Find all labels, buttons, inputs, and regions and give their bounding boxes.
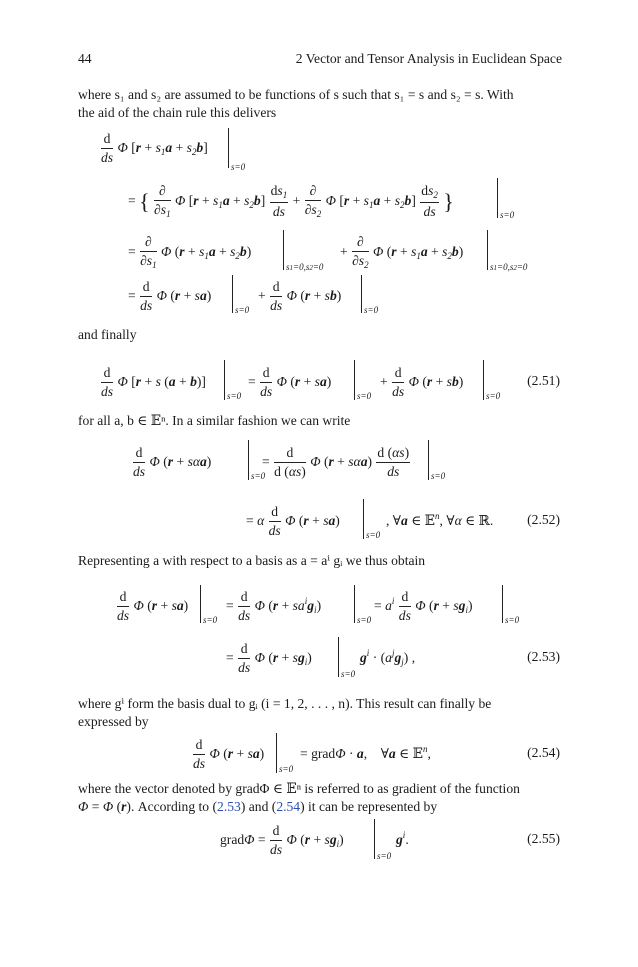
paragraph-3: for all a, b ∈ 𝔼ⁿ. In a similar fashion we can write	[78, 413, 351, 428]
equation-number: (2.51)	[527, 373, 560, 388]
paragraph-5: where gⁱ form the basis dual to gᵢ (i = 1, 2, . . . , n). This result can finally be	[78, 696, 492, 711]
paragraph-1: where s₁ and s₂ are assumed to be functions of s such that s₁ = s and s₂ = s. With	[78, 87, 514, 102]
reference-link-2-53[interactable]: 2.53	[217, 799, 241, 814]
equation-number: (2.54)	[527, 745, 560, 760]
equation-number: (2.52)	[527, 512, 560, 527]
equation-number: (2.53)	[527, 649, 560, 664]
paragraph-5-line-2: expressed by	[78, 714, 149, 729]
paragraph-2: and finally	[78, 327, 137, 342]
reference-link-2-54[interactable]: 2.54	[276, 799, 301, 814]
running-title: 2 Vector and Tensor Analysis in Euclidean Space	[295, 51, 562, 66]
paragraph-1-line-2: the aid of the chain rule this delivers	[78, 105, 277, 120]
equation-number: (2.55)	[527, 831, 560, 846]
paragraph-6-line-2: Φ = Φ (r). According to (2.53) and (2.54) it can be represented by	[78, 799, 438, 814]
paragraph-4: Representing a with respect to a basis as a = aⁱ gᵢ we thus obtain	[78, 553, 426, 568]
paragraph-6: where the vector denoted by gradΦ ∈ 𝔼ⁿ is referred to as gradient of the function	[78, 781, 520, 796]
page-number: 44	[78, 51, 92, 66]
